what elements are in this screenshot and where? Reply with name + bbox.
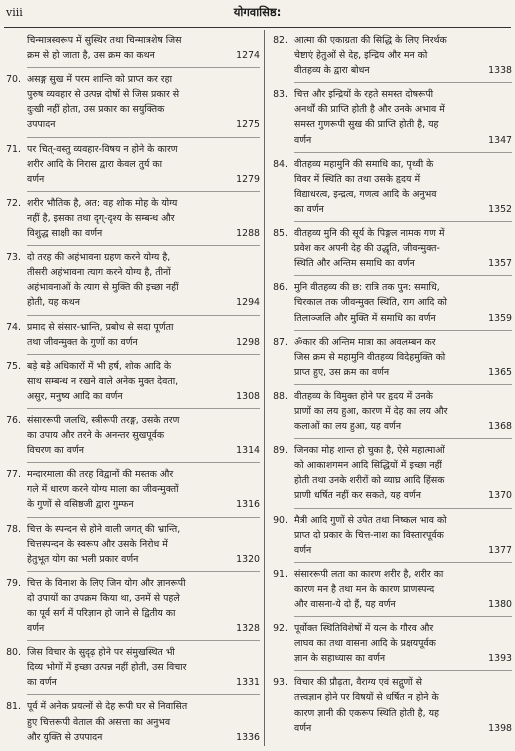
- entry-title: [294, 335, 512, 380]
- entry-title-line: दुःखी नहीं होता, उस प्रकार का सयुक्तिक: [27, 104, 165, 116]
- entry-title: [27, 196, 260, 241]
- toc-entry: [3, 142, 260, 187]
- entry-title-line: अनर्थों की प्राप्ति होती है और उनके अभाव में: [294, 104, 445, 116]
- entry-title-line: वर्णन: [294, 544, 312, 556]
- entry-title: [294, 389, 512, 434]
- entry-title: [27, 33, 260, 63]
- entry-title-line: दो तरह की अहंभावना ग्रहण करने योग्य है,: [27, 252, 171, 264]
- toc-entry: [3, 413, 260, 458]
- entry-title-line: संसाररूपी लता का कारण शरीर है, शरीर का: [294, 568, 444, 580]
- entry-title-line: तीसरी अहंभावना त्याग करने योग्य है, तीनों: [27, 267, 171, 279]
- entry-title-line: दो उपायों का उपक्रम किया था, उनमें से पहले: [27, 592, 180, 604]
- entry-title: [27, 72, 260, 132]
- entry-separator: [27, 640, 260, 641]
- entry-page-number: 1328: [236, 623, 260, 635]
- entry-title-line: चित्त के विनाश के लिए जिन योग और ज्ञानरूपी: [27, 577, 186, 589]
- entry-title-line: कारण मन है तथा मन के कारण प्राणस्पन्द: [294, 583, 435, 595]
- entry-number: 70.: [6, 74, 21, 86]
- entry-title-line: कलाओं का लय हुआ, यह वर्णन: [294, 421, 402, 433]
- entry-title-line: समस्त गुणरूपी सुख की प्राप्ति होती है, यह: [294, 119, 439, 131]
- entry-title-line: प्राप्त दो प्रकार के चित्त-नाश का विस्तारपूर्वक: [294, 529, 444, 541]
- entry-separator: [27, 354, 260, 355]
- entry-page-number: 1288: [236, 228, 260, 240]
- entry-separator: [294, 275, 512, 276]
- entry-title-line: और वासना-ये दो हैं, यह वर्णन: [294, 599, 396, 610]
- entry-title-line: वर्णन: [294, 722, 312, 734]
- entry-page-number: 1316: [236, 499, 260, 511]
- entry-title-line: होती, यह कथन: [27, 297, 80, 309]
- entry-title: [27, 413, 260, 458]
- header-rule: [4, 27, 511, 28]
- toc-entry: [3, 250, 260, 310]
- entry-separator: [27, 571, 260, 572]
- entry-separator: [294, 221, 512, 222]
- entry-title-line: का उपाय और तरने के अनन्तर सुखपूर्वक: [27, 430, 165, 442]
- entry-title-line: के गुणों से वसिष्ठजी द्वारा गुम्फन: [27, 499, 134, 511]
- entry-title-line: चित्तस्पन्दन के स्वरूप और उसके निरोध में: [27, 538, 168, 550]
- toc-entry: [270, 675, 512, 735]
- entry-title: [27, 320, 260, 350]
- entry-title-line: का वर्णन: [27, 677, 57, 689]
- entry-separator: [294, 152, 512, 153]
- entry-title: [294, 513, 512, 558]
- entry-number: 86.: [273, 282, 288, 294]
- entry-title-line: प्राणी धर्षित नहीं कर सकते, यह वर्णन: [294, 490, 421, 502]
- toc-entry: [270, 389, 512, 434]
- entry-page-number: 1393: [488, 653, 512, 665]
- toc-entry: [3, 699, 260, 744]
- toc-entry: [270, 87, 512, 147]
- entry-title-line: अहंभावनाओं के त्याग से मुक्ति की इच्छा नहीं: [27, 282, 179, 294]
- entry-title-line: मन्दारमाला की तरह विद्वानों की मस्तक और: [27, 469, 174, 481]
- entry-title: [27, 359, 260, 404]
- entry-page-number: 1368: [488, 421, 512, 433]
- entry-title: [294, 157, 512, 217]
- entry-title: [294, 87, 512, 147]
- entry-separator: [27, 462, 260, 463]
- entry-title-line: होती तथा उनके शरीरों को व्याघ्र आदि हिंसक: [294, 475, 445, 487]
- toc-entry: [3, 522, 260, 567]
- column-divider: [264, 30, 265, 746]
- entry-page-number: 1352: [488, 203, 512, 215]
- entry-title-line: तथा जीवन्मुक्त के गुणों का वर्णन: [27, 336, 138, 348]
- entry-title-line: जिनका मोह शान्त हो चुका है, ऐसे महात्माओं: [294, 445, 445, 457]
- entry-title-line: प्रवेश कर अपनी देह की उद्धृति, जीवन्मुक्त-: [294, 243, 440, 255]
- toc-entry: [270, 335, 512, 380]
- entry-number: 91.: [273, 568, 288, 580]
- entry-title: [27, 142, 260, 187]
- entry-page-number: 1298: [236, 336, 260, 348]
- entry-separator: [294, 438, 512, 439]
- entry-number: 90.: [273, 514, 288, 526]
- entry-title-line: जिस क्रम से महामुनि वीतहव्य विदेहमुक्ति को: [294, 351, 446, 363]
- entry-title-line: पर चित्-वस्तु व्यवहार-विषय न होने के कारण: [27, 143, 178, 155]
- toc-entry: [270, 33, 512, 78]
- entry-title-line: वर्णन: [294, 134, 312, 146]
- entry-title-line: मुनि वीतहव्य की छ: रात्रि तक पुन: समाधि,: [294, 282, 440, 294]
- entry-title-line: वर्णन: [27, 173, 45, 185]
- entry-title: [294, 33, 512, 78]
- toc-entry: [3, 33, 260, 63]
- toc-column-left: [3, 33, 260, 745]
- entry-title: [27, 467, 260, 512]
- toc-entry: [270, 226, 512, 271]
- entry-title-line: प्राप्त हुए, उस क्रम का वर्णन: [294, 366, 390, 378]
- entry-number: 83.: [273, 89, 288, 101]
- toc-column-right: [270, 33, 512, 736]
- toc-entry: [270, 567, 512, 612]
- entry-number: 76.: [6, 414, 21, 426]
- entry-page-number: 1377: [488, 544, 512, 556]
- entry-title-line: जिस विचार के सुदृढ़ होने पर संमुखस्थित भी: [27, 647, 175, 659]
- running-title: योगवासिष्ठ:: [233, 5, 282, 19]
- entry-page-number: 1331: [236, 677, 260, 689]
- entry-page-number: 1308: [236, 390, 260, 402]
- entry-title-line: चिन्मात्रस्वरूप में सुस्थिर तथा चिन्मात्रशेष जिस: [27, 35, 182, 46]
- entry-title-line: तिलाञ्जलि और मुक्ति में समाधि का वर्णन: [294, 312, 436, 324]
- entry-separator: [27, 517, 260, 518]
- entry-title-line: गले में धारण करने योग्य माला का जीवन्मुक्तों: [27, 484, 179, 496]
- entry-title: [27, 250, 260, 310]
- toc-entry: [3, 645, 260, 690]
- entry-number: 81.: [6, 701, 21, 713]
- entry-number: 88.: [273, 390, 288, 402]
- entry-page-number: 1380: [488, 599, 512, 610]
- entry-title: [294, 621, 512, 666]
- entry-page-number: 1320: [236, 553, 260, 565]
- entry-title-line: वीतहव्य महामुनि की समाधि का, पृथ्वी के: [294, 158, 434, 170]
- entry-number: 80.: [6, 647, 21, 659]
- entry-title: [27, 522, 260, 567]
- entry-title-line: कारण ज्ञानी की एकरूप स्थिति होती है, यह: [294, 707, 439, 719]
- entry-title-line: विवर में स्थिति का तथा उसके हृदय में: [294, 173, 421, 185]
- entry-page-number: 1274: [236, 50, 260, 62]
- entry-number: 73.: [6, 252, 21, 264]
- toc-entry: [270, 513, 512, 558]
- entry-title-line: हुए चित्तरूपी वेताल की असत्ता का अनुभव: [27, 716, 171, 728]
- toc-entry: [3, 72, 260, 132]
- entry-page-number: 1275: [236, 119, 260, 131]
- entry-title-line: मैत्री आदि गुणों से उपेत तथा निष्कल भाव को: [294, 514, 447, 526]
- entry-number: 92.: [273, 623, 288, 635]
- entry-title-line: वर्णन: [27, 623, 45, 635]
- entry-title-line: प्राणों का लय हुआ, कारण में देह का लय और: [294, 405, 448, 417]
- entry-title-line: को आकाशगमन आदि सिद्धियों में इच्छा नहीं: [294, 460, 442, 472]
- entry-page-number: 1370: [488, 490, 512, 502]
- entry-separator: [27, 191, 260, 192]
- entry-title-line: आत्मा की एकाग्रता की सिद्धि के लिए निरर्थक: [294, 35, 447, 46]
- entry-page-number: 1314: [236, 445, 260, 457]
- entry-title: [294, 226, 512, 271]
- entry-page-number: 1347: [488, 134, 512, 146]
- entry-separator: [294, 384, 512, 385]
- entry-separator: [294, 616, 512, 617]
- entry-title-line: साथ सम्बन्ध न रखने वाले अनेक मुक्त देवता,: [27, 375, 179, 387]
- entry-separator: [294, 508, 512, 509]
- toc-entry: [270, 621, 512, 666]
- entry-separator: [294, 562, 512, 563]
- entry-title-line: का वर्णन: [294, 203, 324, 215]
- entry-number: 85.: [273, 228, 288, 240]
- entry-title-line: पूर्व में अनेक प्रयत्नों से देह रूपी घर से निवासित: [27, 701, 188, 713]
- entry-title-line: हेतुभूत योग का भली प्रकार वर्णन: [27, 553, 139, 565]
- entry-title: [27, 699, 260, 744]
- entry-title-line: पुरुष व्यवहार से उत्पन्न दोषों से जिस प्रकार से: [27, 89, 180, 101]
- toc-entry: [3, 467, 260, 512]
- toc-entry: [3, 196, 260, 241]
- entry-number: [3, 33, 27, 63]
- entry-title-line: ॐकार की अन्तिम मात्रा का अवलम्बन कर: [294, 336, 436, 348]
- entry-separator: [27, 245, 260, 246]
- entry-title-line: लाघव का तथा वासना आदि के प्रक्षयपूर्वक: [294, 638, 436, 650]
- entry-page-number: 1365: [488, 366, 512, 378]
- entry-title-line: चित्त और इन्द्रियों के रहते समस्त दोषरूपी: [294, 89, 434, 101]
- entry-page-number: 1279: [236, 173, 260, 185]
- entry-title-line: प्रमाद से संसार-भ्रान्ति, प्रबोध से सदा पूर्णता: [27, 321, 174, 333]
- entry-title-line: असुर, मनुष्य आदि का वर्णन: [27, 390, 123, 402]
- entry-title-line: बड़े बड़े अधिकारों में भी हर्ष, शोक आदि के: [27, 360, 172, 372]
- entry-separator: [27, 67, 260, 68]
- toc-entry: [270, 443, 512, 503]
- entry-separator: [27, 137, 260, 138]
- entry-title-line: ज्ञान के सहाध्यास का वर्णन: [294, 653, 386, 665]
- entry-number: 79.: [6, 577, 21, 589]
- entry-page-number: 1359: [488, 312, 512, 324]
- entry-number: 82.: [273, 35, 288, 46]
- entry-title-line: शरीर आदि के निरास द्वारा केवल तुर्य का: [27, 158, 163, 170]
- toc-entry: [3, 576, 260, 636]
- entry-title: [27, 576, 260, 636]
- entry-title-line: चेष्टाएं हेतुओं से देह, इन्द्रिय और मन को: [294, 50, 428, 62]
- page-header: [0, 4, 515, 26]
- entry-separator: [27, 694, 260, 695]
- entry-number: 71.: [6, 143, 21, 155]
- entry-separator: [27, 408, 260, 409]
- entry-title-line: संसाररूपी जलधि, स्त्रीरूपी तरङ्ग, उसके तरण: [27, 414, 180, 426]
- entry-separator: [27, 315, 260, 316]
- entry-title: [27, 645, 260, 690]
- entry-title-line: विशुद्ध साक्षी का वर्णन: [27, 228, 103, 240]
- entry-number: 87.: [273, 336, 288, 348]
- entry-title-line: चित्त के स्पन्दन से होने वाली जगत् की भ्रान्ति,: [27, 523, 181, 535]
- entry-title-line: विचरण का वर्णन: [27, 445, 84, 457]
- entry-number: 84.: [273, 158, 288, 170]
- entry-title-line: वीतहव्य के द्वारा बोधन: [294, 65, 370, 77]
- entry-title-line: पूर्वोक्त स्थितिविशेषों में यत्न के गौरव और: [294, 623, 434, 635]
- entry-title-line: नहीं है, इसका तथा दृग्-दृश्य के सम्बन्ध और: [27, 212, 175, 224]
- entry-separator: [294, 670, 512, 671]
- entry-title-line: चिरकाल तक जीवन्मुक्त स्थिति, राग आदि को: [294, 297, 447, 309]
- entry-page-number: 1398: [488, 722, 512, 734]
- page-number: viii: [6, 6, 23, 19]
- entry-page-number: 1294: [236, 297, 260, 309]
- entry-title-line: विचार की प्रौढ़ता, वैराग्य एवं सद्गुणों से: [294, 677, 422, 689]
- entry-title: [294, 280, 512, 325]
- entry-title: [294, 567, 512, 612]
- entry-title-line: और युक्ति से उपपादन: [27, 731, 103, 743]
- entry-page-number: 1338: [488, 65, 512, 77]
- entry-number: 72.: [6, 197, 21, 209]
- entry-title: [294, 675, 512, 735]
- entry-title-line: का पूर्व सर्ग में परिज्ञान हो जाने से द्वितीय का: [27, 608, 176, 619]
- entry-title-line: स्थिति और अन्तिम समाधि का वर्णन: [294, 258, 415, 270]
- entry-title-line: दिव्य भोगों में इच्छा उत्पन्न नहीं होती, उस विचार: [27, 662, 187, 674]
- entry-number: 89.: [273, 445, 288, 457]
- entry-page-number: 1336: [236, 731, 260, 743]
- toc-entry: [270, 157, 512, 217]
- toc-entry: [3, 359, 260, 404]
- entry-title-line: विद्याधरत्व, इन्द्रत्व, गणत्व आदि के अनुभव: [294, 188, 437, 200]
- entry-title-line: असङ्ग सुख में परम शान्ति को प्राप्त कर रहा: [27, 74, 173, 86]
- entry-number: 74.: [6, 321, 21, 333]
- entry-title-line: वीतहव्य मुनि की सूर्य के पिङ्गल नामक गण में: [294, 228, 445, 240]
- entry-title-line: वीतहव्य के विमुक्त होने पर हृदय में उनके: [294, 390, 433, 402]
- entry-number: 93.: [273, 677, 288, 689]
- entry-title-line: शरीर भौतिक है, अत: वह शोक मोह के योग्य: [27, 197, 178, 209]
- entry-title-line: उपपादन: [27, 119, 56, 131]
- entry-title-line: क्रम से हो जाता है, उस क्रम का कथन: [27, 50, 155, 62]
- toc-entry: [270, 280, 512, 325]
- entry-separator: [294, 330, 512, 331]
- entry-title: [294, 443, 512, 503]
- entry-number: 78.: [6, 523, 21, 535]
- entry-separator: [294, 82, 512, 83]
- entry-number: 77.: [6, 469, 21, 481]
- toc-entry: [3, 320, 260, 350]
- entry-title-line: तत्त्वज्ञान होने पर विषयों से धर्षित न होने के: [294, 692, 439, 704]
- entry-page-number: 1357: [488, 258, 512, 270]
- entry-number: 75.: [6, 360, 21, 372]
